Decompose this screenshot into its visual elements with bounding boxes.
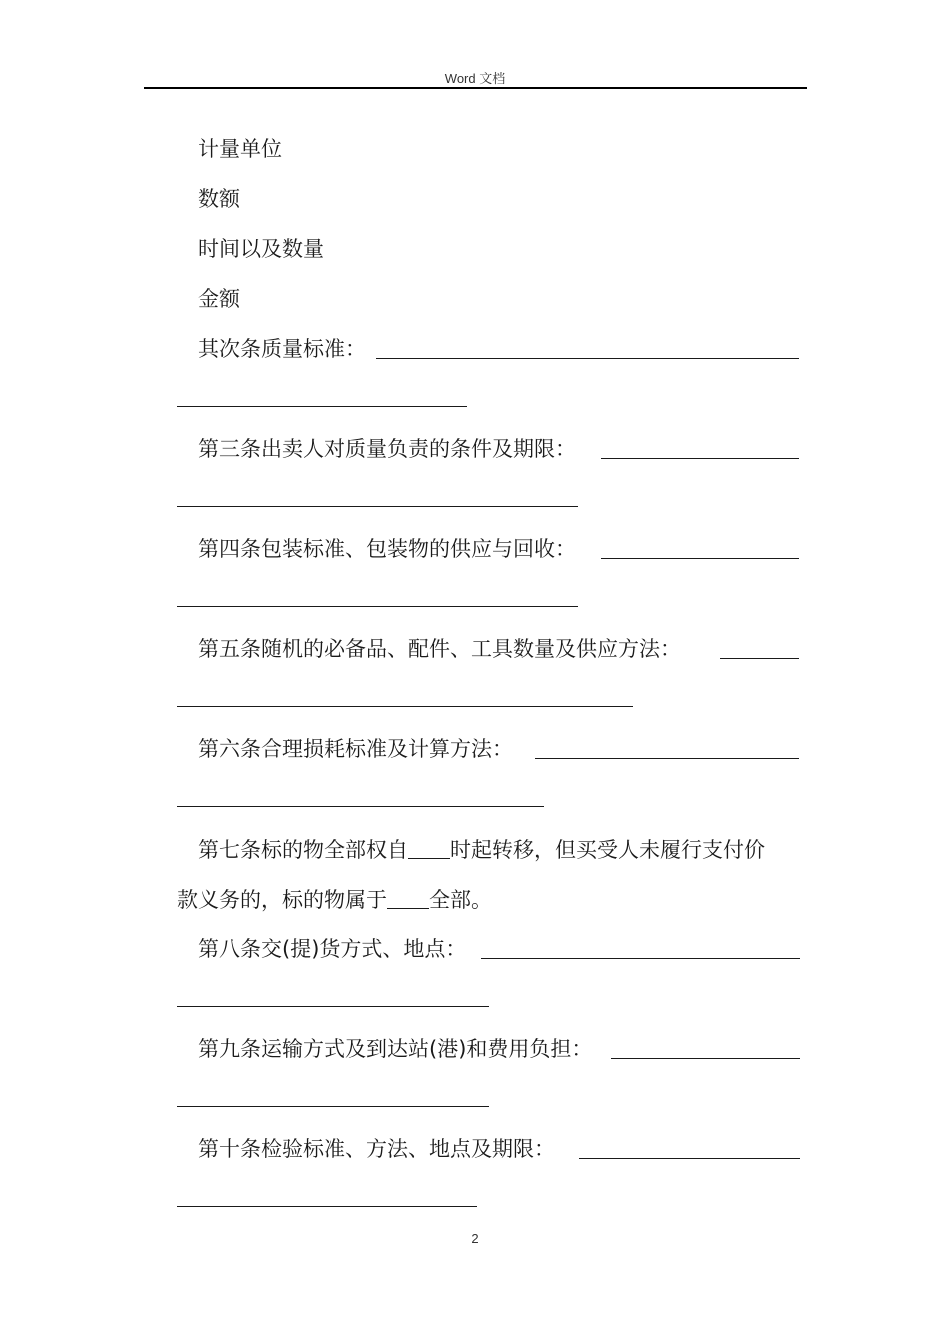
clause-9-transport: 第九条运输方式及到达站(港)和费用负担：: [198, 1037, 593, 1061]
clause-8-blank-1[interactable]: [481, 958, 800, 959]
header-rule: [144, 87, 807, 89]
line-amount: 数额: [198, 187, 240, 211]
clause-4-blank-1[interactable]: [601, 558, 799, 559]
clause-3-seller-quality: 第三条出卖人对质量负责的条件及期限：: [198, 437, 576, 461]
clause-3-blank-2[interactable]: [177, 506, 578, 507]
clause-7-blank-time[interactable]: [408, 838, 450, 859]
document-header: Word 文档: [444, 71, 506, 86]
clause-7-text-a: 第七条标的物全部权自: [198, 838, 408, 862]
clause-7-blank-owner[interactable]: [387, 888, 429, 909]
clause-4-packaging: 第四条包装标准、包装物的供应与回收：: [198, 537, 576, 561]
page-number: 2: [471, 1231, 479, 1246]
line-unit: 计量单位: [198, 137, 282, 161]
clause-6-blank-2[interactable]: [177, 806, 544, 807]
clause-6-loss-standard: 第六条合理损耗标准及计算方法：: [198, 737, 513, 761]
clause-2-blank-2[interactable]: [177, 406, 467, 407]
clause-2-blank-1[interactable]: [376, 358, 799, 359]
clause-7-text-d: 全部。: [429, 888, 492, 912]
clause-4-blank-2[interactable]: [177, 606, 578, 607]
clause-7-text-c: 款义务的，标的物属于: [177, 888, 387, 912]
clause-7-text-b: 时起转移，但买受人未履行支付价: [450, 838, 765, 862]
clause-10-blank-2[interactable]: [177, 1206, 477, 1207]
clause-8-delivery: 第八条交(提)货方式、地点：: [198, 937, 467, 961]
clause-3-blank-1[interactable]: [601, 458, 799, 459]
clause-2-quality-standard: 其次条质量标准：: [198, 337, 366, 361]
clause-8-blank-2[interactable]: [177, 1006, 489, 1007]
clause-5-blank-1[interactable]: [720, 658, 799, 659]
clause-5-accessories: 第五条随机的必备品、配件、工具数量及供应方法：: [198, 637, 681, 661]
line-time-quantity: 时间以及数量: [198, 237, 324, 261]
clause-7-continuation: [177, 886, 492, 912]
line-money: 金额: [198, 287, 240, 311]
clause-10-inspection: 第十条检验标准、方法、地点及期限：: [198, 1137, 555, 1161]
clause-9-blank-2[interactable]: [177, 1106, 489, 1107]
clause-6-blank-1[interactable]: [535, 758, 799, 759]
clause-9-blank-1[interactable]: [611, 1058, 800, 1059]
clause-5-blank-2[interactable]: [177, 706, 633, 707]
clause-10-blank-1[interactable]: [579, 1158, 800, 1159]
clause-7-ownership: [198, 836, 765, 862]
